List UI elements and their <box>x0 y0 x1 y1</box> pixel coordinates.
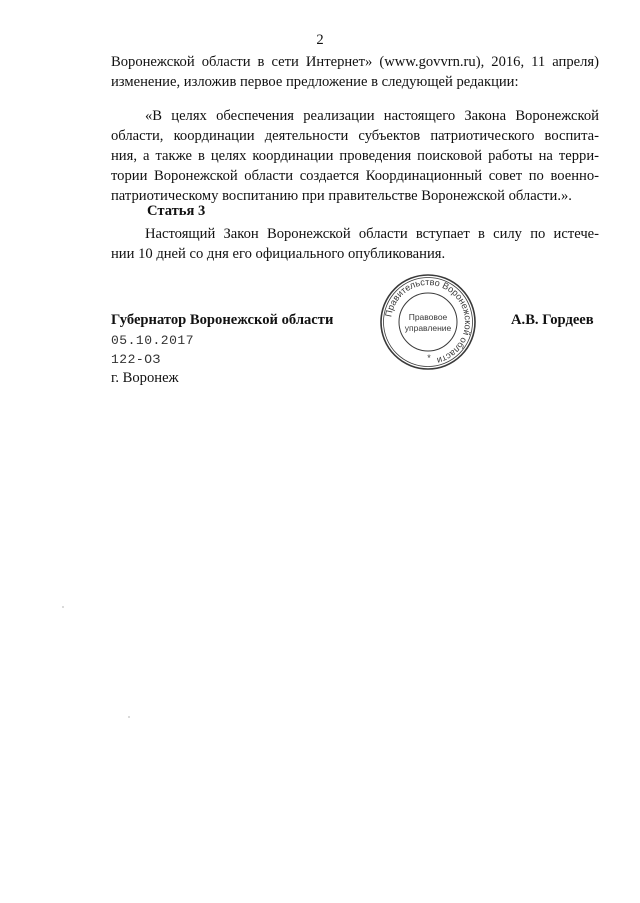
intro-line: изменение, изложив первое предложение в следующей редакции: <box>111 74 519 90</box>
stamp-mark: * <box>427 353 431 363</box>
stamp-center-line1: Правовое <box>408 312 448 322</box>
article-line: Настоящий Закон Воронежской области вступает в силу по истече- <box>145 226 599 242</box>
signatory-name: А.В. Гордеев <box>511 312 594 328</box>
quote-line: патриотическому воспитанию при правительстве Воронежской области.». <box>111 188 572 204</box>
quote-line: области, координации деятельности субъектов патриотического воспита- <box>111 128 599 144</box>
stamp-center-ring <box>399 293 457 351</box>
stamp-outer-text: Правительство Воронежской области <box>383 276 474 366</box>
quote-line: «В целях обеспечения реализации настоящего Закона Воронежской <box>145 108 599 124</box>
scan-speck <box>62 606 64 608</box>
city: г. Воронеж <box>111 370 179 386</box>
article-heading: Статья 3 <box>147 203 206 219</box>
quote-line: тории Воронежской области создается Координационный совет по военно- <box>111 168 599 184</box>
law-number: 122-ОЗ <box>111 352 161 367</box>
quote-line: ния, а также в целях координации проведения поисковой работы на терри- <box>111 148 599 164</box>
scan-speck <box>128 716 130 718</box>
seal-stamp-icon <box>378 272 478 372</box>
law-date: 05.10.2017 <box>111 333 195 348</box>
article-line: нии 10 дней со дня его официального опубликования. <box>111 246 446 262</box>
intro-line: Воронежской области в сети Интернет» (www.govvrn.ru), 2016, 11 апреля) <box>111 54 599 70</box>
signatory-title: Губернатор Воронежской области <box>111 312 334 328</box>
page-number: 2 <box>316 32 324 48</box>
stamp-center-line2: управление <box>404 323 452 333</box>
